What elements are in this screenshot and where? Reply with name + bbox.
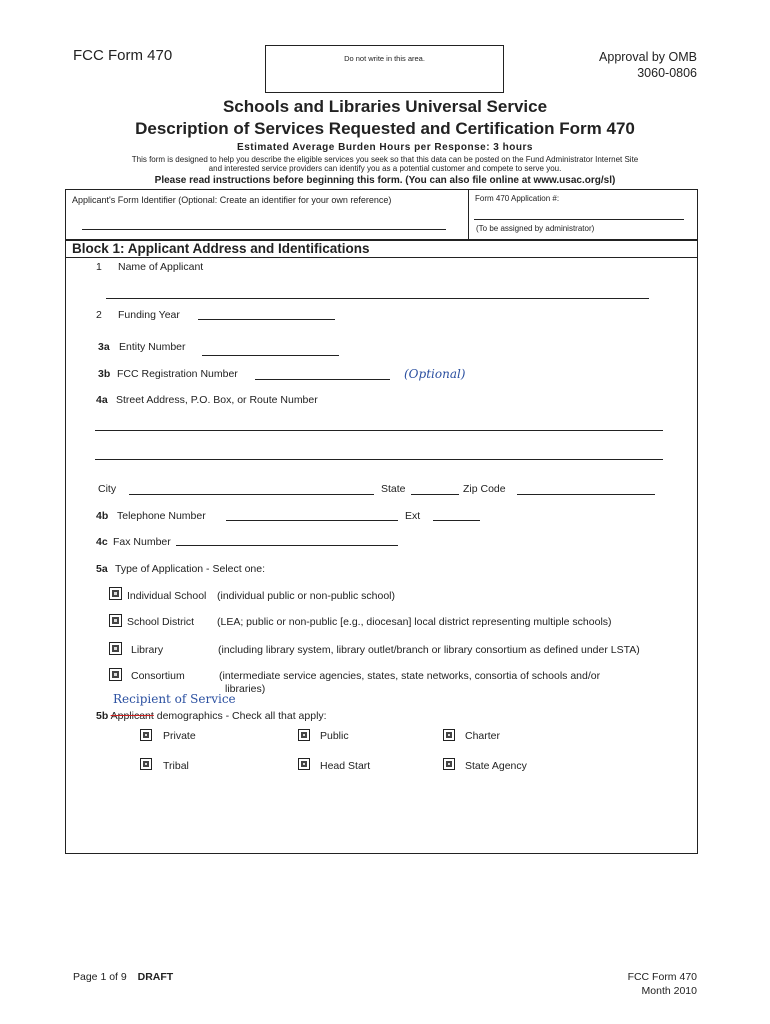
field5a-number: 5a bbox=[96, 563, 108, 575]
identifier-divider bbox=[468, 189, 469, 239]
field5b-struck-word: Applicant bbox=[110, 710, 154, 722]
omb-number: 3060-0806 bbox=[637, 66, 697, 80]
footer-right bbox=[628, 971, 697, 997]
instructions-text: Please read instructions before beginning this form. (You can also file online at www.usac.org/sl) bbox=[154, 175, 616, 186]
draft-label: DRAFT bbox=[137, 971, 174, 983]
footer-left bbox=[73, 971, 173, 983]
omb-label: Approval by OMB bbox=[599, 50, 697, 64]
street-address-input-1[interactable] bbox=[95, 430, 663, 431]
title-block bbox=[0, 97, 770, 186]
page-number: Page 1 of 9 bbox=[73, 971, 127, 983]
city-label: City bbox=[98, 483, 117, 495]
state-agency-checkbox[interactable] bbox=[443, 758, 455, 770]
zip-label: Zip Code bbox=[463, 483, 506, 495]
block1-header-rule bbox=[66, 257, 697, 258]
assigned-note: (To be assigned by administrator) bbox=[476, 224, 595, 233]
field5a-label: Type of Application - Select one: bbox=[115, 563, 266, 575]
form-name: FCC Form 470 bbox=[73, 47, 173, 64]
individual-school-checkbox[interactable] bbox=[109, 587, 122, 600]
telephone-input[interactable] bbox=[226, 520, 398, 521]
city-input[interactable] bbox=[129, 494, 374, 495]
consortium-desc-2: libraries) bbox=[225, 683, 266, 695]
identifier-input[interactable] bbox=[82, 229, 446, 230]
field4c-label: Fax Number bbox=[113, 536, 171, 548]
application-number-label: Form 470 Application #: bbox=[475, 194, 560, 203]
description-line1: This form is designed to help you describe the eligible services you seek so that this data can be posted on the Fund Administrator Internet Site bbox=[131, 155, 639, 164]
charter-label: Charter bbox=[465, 730, 501, 742]
field5b-label: demographics - Check all that apply: bbox=[156, 710, 327, 722]
field3b-number: 3b bbox=[98, 368, 111, 380]
private-label: Private bbox=[163, 730, 196, 742]
school-district-desc: (LEA; public or non-public [e.g., diocesan] local district representing multiple schools) bbox=[217, 616, 612, 628]
field4c-number: 4c bbox=[96, 536, 108, 548]
do-not-write-box bbox=[265, 45, 504, 93]
funding-year-input[interactable] bbox=[198, 319, 335, 320]
do-not-write-text: Do not write in this area. bbox=[344, 54, 425, 63]
entity-number-input[interactable] bbox=[202, 355, 339, 356]
fax-input[interactable] bbox=[176, 545, 398, 546]
field3a-number: 3a bbox=[98, 341, 110, 353]
field3a-label: Entity Number bbox=[119, 341, 186, 353]
state-label: State bbox=[381, 483, 406, 495]
state-input[interactable] bbox=[411, 494, 459, 495]
school-district-label: School District bbox=[127, 616, 195, 628]
head-start-label: Head Start bbox=[320, 760, 371, 772]
title-line1: Schools and Libraries Universal Service bbox=[222, 97, 548, 116]
application-number-input[interactable] bbox=[474, 219, 684, 220]
field4a-label: Street Address, P.O. Box, or Route Number bbox=[116, 394, 318, 406]
block1-title: Block 1: Applicant Address and Identifications bbox=[72, 241, 370, 256]
title-line2: Description of Services Requested and Certification Form 470 bbox=[135, 119, 635, 138]
library-label: Library bbox=[131, 644, 164, 656]
street-address-input-2[interactable] bbox=[95, 459, 663, 460]
library-checkbox[interactable] bbox=[109, 642, 122, 655]
identifier-label: Applicant's Form Identifier (Optional: Create an identifier for your own reference) bbox=[72, 195, 392, 205]
charter-checkbox[interactable] bbox=[443, 729, 455, 741]
field3b-label: FCC Registration Number bbox=[117, 368, 238, 380]
tribal-label: Tribal bbox=[163, 760, 189, 772]
library-desc: (including library system, library outlet/branch or library consortium as defined under LSTA) bbox=[218, 644, 640, 656]
head-start-checkbox[interactable] bbox=[298, 758, 310, 770]
extension-input[interactable] bbox=[433, 520, 480, 521]
individual-school-desc: (individual public or non-public school) bbox=[217, 590, 396, 602]
public-label: Public bbox=[320, 730, 349, 742]
individual-school-label: Individual School bbox=[127, 590, 207, 602]
state-agency-label: State Agency bbox=[465, 760, 527, 772]
field5b-row bbox=[96, 710, 327, 722]
field4b-label: Telephone Number bbox=[117, 510, 206, 522]
field2-number: 2 bbox=[96, 309, 102, 321]
tribal-checkbox[interactable] bbox=[140, 758, 152, 770]
consortium-desc: (intermediate service agencies, states, state networks, consortia of schools and/or bbox=[219, 670, 601, 682]
fcc-registration-input[interactable] bbox=[255, 379, 390, 380]
footer-form-name: FCC Form 470 bbox=[627, 971, 697, 983]
zip-input[interactable] bbox=[517, 494, 655, 495]
consortium-label: Consortium bbox=[131, 670, 185, 682]
private-checkbox[interactable] bbox=[140, 729, 152, 741]
consortium-checkbox[interactable] bbox=[109, 668, 122, 681]
description-line2: and interested service providers can identify you as a potential customer and compete to serve you. bbox=[208, 164, 562, 173]
field2-label: Funding Year bbox=[118, 309, 180, 321]
field4a-number: 4a bbox=[96, 394, 108, 406]
omb-block bbox=[599, 50, 697, 80]
field1-label: Name of Applicant bbox=[118, 261, 204, 273]
school-district-checkbox[interactable] bbox=[109, 614, 122, 627]
footer-date: Month 2010 bbox=[641, 985, 697, 997]
public-checkbox[interactable] bbox=[298, 729, 310, 741]
optional-note: (Optional) bbox=[404, 367, 466, 381]
burden-text: Estimated Average Burden Hours per Response: 3 hours bbox=[237, 142, 533, 153]
field4b-number: 4b bbox=[96, 510, 109, 522]
applicant-name-input[interactable] bbox=[106, 298, 649, 299]
recipient-note: Recipient of Service bbox=[113, 692, 236, 706]
field5b-number: 5b bbox=[96, 710, 109, 722]
ext-label: Ext bbox=[405, 510, 421, 522]
field1-number: 1 bbox=[96, 261, 102, 273]
